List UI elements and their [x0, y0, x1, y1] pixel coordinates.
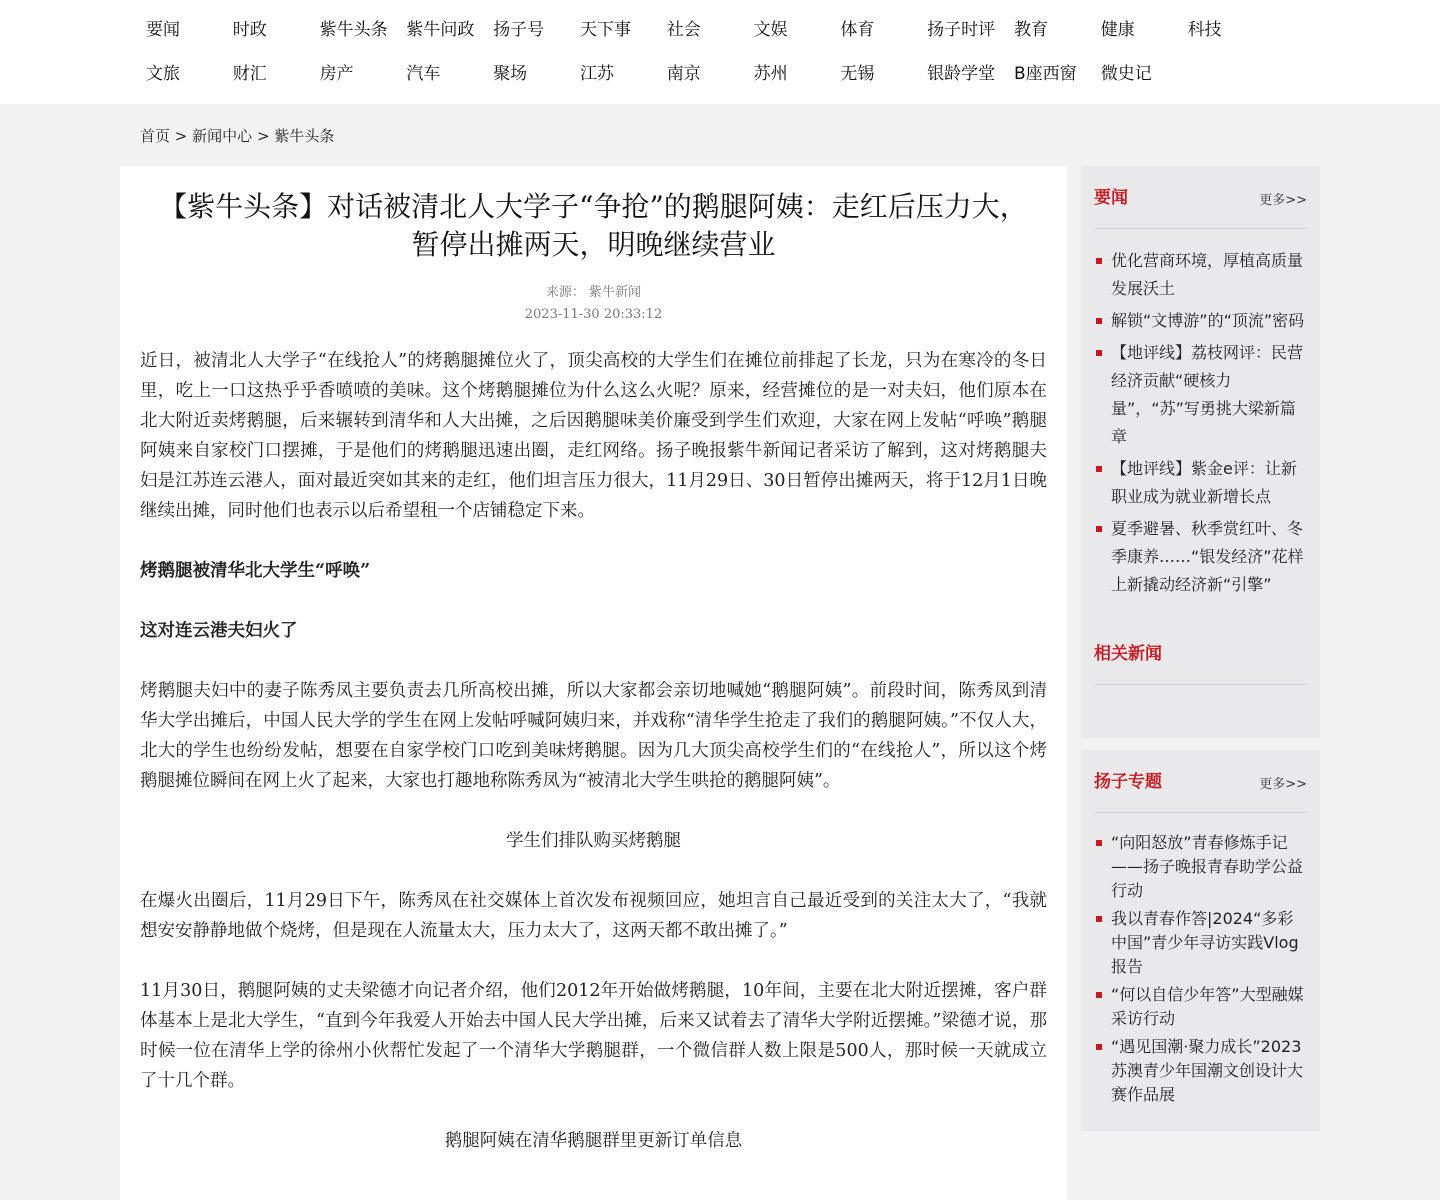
nav-item[interactable]: 银龄学堂 [927, 64, 996, 84]
nav-item[interactable]: 南京 [666, 64, 701, 84]
nav-item[interactable]: 要闻 [146, 20, 180, 40]
nav-item[interactable]: 时政 [232, 20, 267, 40]
image-caption: 鹅腿阿姨在清华鹅腿群里更新订单信息 [444, 1131, 743, 1151]
nav-item[interactable]: 体育 [840, 20, 875, 40]
topic-more-link[interactable]: 更多>> [1259, 777, 1307, 792]
nav-item[interactable]: 扬子时评 [927, 20, 996, 40]
news-list-item[interactable]: “遇见国潮·聚力成长”2023苏澳青少年国潮文创设计大赛作品展 [1094, 1035, 1307, 1107]
nav-item[interactable]: 天下事 [579, 20, 631, 40]
breadcrumb [140, 125, 334, 146]
nav-item[interactable]: 紫牛问政 [406, 20, 475, 40]
breadcrumb-separator: > [174, 127, 188, 145]
image-caption: 学生们排队购买烤鹅腿 [506, 831, 681, 851]
yaowen-title: 要闻 [1094, 188, 1128, 208]
news-list-item[interactable]: 优化营商环境，厚植高质量发展沃土 [1094, 247, 1307, 303]
news-list-item[interactable]: 【地评线】荔枝网评：民营经济贡献“硬核力量”，“苏”写勇挑大梁新篇章 [1094, 339, 1307, 451]
topic-title: 扬子专题 [1094, 772, 1162, 792]
sidebar-yaowen [1081, 166, 1320, 623]
nav-item[interactable]: 科技 [1187, 20, 1222, 40]
article-body [140, 346, 1047, 1156]
nav-item[interactable]: 教育 [1013, 20, 1048, 40]
topic-list [1094, 813, 1307, 1131]
related-title: 相关新闻 [1094, 644, 1162, 664]
article-paragraph: 11月30日，鹅腿阿姨的丈夫梁德才向记者介绍，他们2012年开始做烤鹅腿，10年间，主要在北大附近摆摊，客户群体基本上是北大学生，“直到今年我爱人开始去中国人民大学出摊，后来又试着去了清华大学附近摆摊。”梁德才说，那时候一位在清华上学的徐州小伙帮忙发起了一个清华大学鹅腿群，一个微信群人数上限是500人，那时候一天就成立了十几个群。 [140, 981, 1047, 1091]
news-list-item[interactable]: “向阳怒放”青春修炼手记——扬子晚报青春助学公益行动 [1094, 831, 1307, 903]
breadcrumb-home[interactable]: 首页 [140, 127, 171, 145]
nav-item[interactable]: 财汇 [232, 64, 267, 84]
topic-header [1094, 750, 1307, 813]
article-subheading: 烤鹅腿被清华北大学生“呼唤” [140, 561, 371, 581]
news-list-item[interactable]: 解锁“文博游”的“顶流”密码 [1094, 307, 1307, 335]
nav-row-1 [146, 18, 1274, 42]
nav-item[interactable]: 文旅 [146, 64, 180, 84]
nav-item[interactable]: B座西窗 [1013, 64, 1077, 84]
article-subheading: 这对连云港夫妇火了 [140, 621, 298, 641]
yaowen-more-link[interactable]: 更多>> [1259, 193, 1307, 208]
nav-item[interactable]: 汽车 [406, 64, 441, 84]
nav-item[interactable]: 健康 [1100, 20, 1135, 40]
nav-item[interactable]: 苏州 [753, 64, 788, 84]
article-meta [140, 282, 1047, 326]
news-list-item[interactable]: 我以青春作答|2024“多彩中国”青少年寻访实践Vlog报告 [1094, 907, 1307, 979]
article-time: 2023-11-30 20:33:12 [524, 307, 663, 322]
breadcrumb-news-center[interactable]: 新闻中心 [192, 127, 253, 145]
nav-item[interactable]: 紫牛头条 [319, 20, 388, 40]
nav-item[interactable]: 江苏 [579, 64, 614, 84]
nav-item[interactable]: 社会 [666, 20, 701, 40]
nav-item[interactable]: 无锡 [840, 64, 875, 84]
top-navigation [0, 0, 1440, 104]
article-title: 【紫牛头条】对话被清北人大学子“争抢”的鹅腿阿姨：走红后压力大，暂停出摊两天，明晚继续营业 [159, 190, 1028, 261]
news-list-item[interactable]: 夏季避暑、秋季赏红叶、冬季康养……“银发经济”花样上新撬动经济新“引擎” [1094, 515, 1307, 599]
related-header [1094, 622, 1307, 685]
nav-item[interactable]: 房产 [319, 64, 354, 84]
sidebar-related [1081, 622, 1320, 738]
article-paragraph: 近日，被清北人大学子“在线抢人”的烤鹅腿摊位火了，顶尖高校的大学生们在摊位前排起了长龙，只为在寒冷的冬日里，吃上一口这热乎乎香喷喷的美味。这个烤鹅腿摊位为什么这么火呢？原来，经营摊位的是一对夫妇，他们原本在北大附近卖烤鹅腿，后来辗转到清华和人大出摊，之后因鹅腿味美价廉受到学生们欢迎，大家在网上发帖“呼唤”鹅腿阿姨来自家校门口摆摊，于是他们的烤鹅腿迅速出圈，走红网络。扬子晚报紫牛新闻记者采访了解到，这对烤鹅腿夫妇是江苏连云港人，面对最近突如其来的走红，他们坦言压力很大，11月29日、30日暂停出摊两天，将于12月1日晚继续出摊，同时他们也表示以后希望租一个店铺稳定下来。 [140, 351, 1047, 521]
article-paragraph: 烤鹅腿夫妇中的妻子陈秀凤主要负责去几所高校出摊，所以大家都会亲切地喊她“鹅腿阿姨”。前段时间，陈秀凤到清华大学出摊后，中国人民大学的学生在网上发帖呼喊阿姨归来，并戏称“清华学生抢走了我们的鹅腿阿姨。”不仅人大，北大的学生也纷纷发帖，想要在自家学校门口吃到美味烤鹅腿。因为几大顶尖高校学生们的“在线抢人”，所以这个烤鹅腿摊位瞬间在网上火了起来，大家也打趣地称陈秀凤为“被清北大学生哄抢的鹅腿阿姨”。 [140, 681, 1047, 791]
article-paragraph: 在爆火出圈后，11月29日下午，陈秀凤在社交媒体上首次发布视频回应，她坦言自己最近受到的关注太大了，“我就想安安静静地做个烧烤，但是现在人流量太大，压力太大了，这两天都不敢出摊了。” [140, 891, 1047, 941]
nav-item[interactable]: 扬子号 [493, 20, 545, 40]
nav-item[interactable]: 聚场 [493, 64, 528, 84]
yaowen-list [1094, 229, 1307, 623]
breadcrumb-current[interactable]: 紫牛头条 [274, 127, 335, 145]
nav-item[interactable]: 文娱 [753, 20, 788, 40]
yaowen-header [1094, 166, 1307, 229]
article-panel [120, 166, 1067, 1200]
article-source: 来源： 紫牛新闻 [545, 285, 642, 300]
nav-item[interactable]: 微史记 [1100, 64, 1152, 84]
sidebar-topic [1081, 750, 1320, 1131]
breadcrumb-separator: > [256, 127, 270, 145]
news-list-item[interactable]: 【地评线】紫金e评：让新职业成为就业新增长点 [1094, 455, 1307, 511]
news-list-item[interactable]: “何以自信少年答”大型融媒采访行动 [1094, 983, 1307, 1031]
nav-row-2 [146, 62, 1188, 86]
